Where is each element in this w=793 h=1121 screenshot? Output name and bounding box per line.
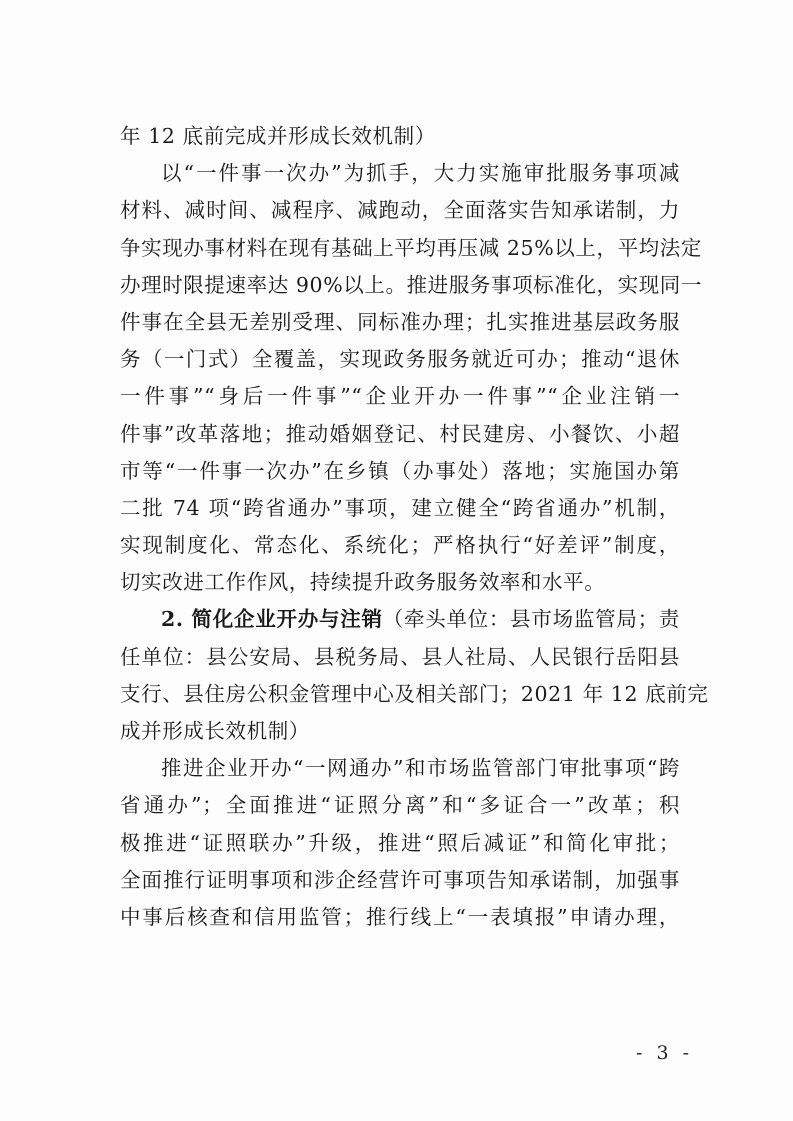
line-text: 材料、减时间、减程序、减跑动，全面落实告知承诺制，力 <box>120 198 680 223</box>
text-line <box>120 601 680 638</box>
line-text: 全面推行证明事项和涉企经营许可事项告知承诺制，加强事 <box>120 867 680 892</box>
body-text <box>120 118 709 936</box>
text-line <box>120 453 680 490</box>
line-text: 以“一件事一次办”为抓手，大力实施审批服务事项减 <box>161 161 680 186</box>
line-text: 任单位：县公安局、县税务局、县人社局、人民银行岳阳县 <box>120 644 680 669</box>
line-text: 务（一门式）全覆盖，实现政务服务就近可办；推动“退休 <box>120 347 680 372</box>
text-line <box>120 155 680 192</box>
line-text: 争实现办事材料在现有基础上平均再压减 25%以上，平均法定 <box>120 235 702 260</box>
line-text: 极推进“证照联办”升级，推进“照后减证”和简化审批； <box>120 830 680 855</box>
text-line <box>120 676 709 713</box>
text-line <box>120 787 680 824</box>
line-text: （牵头单位：县市场监管局；责 <box>382 607 680 632</box>
line-text: 一件事”“身后一件事”“企业开办一件事”“企业注销一 <box>120 384 680 409</box>
line-text: 件事”改革落地；推动婚姻登记、村民建房、小餐饮、小超 <box>120 421 680 446</box>
text-line <box>120 267 702 304</box>
line-text: 支行、县住房公积金管理中心及相关部门；2021 年 12 底前完 <box>120 681 709 706</box>
line-text: 切实改进工作作风，持续提升政务服务效率和水平。 <box>120 570 606 595</box>
line-text: 成并形成长效机制） <box>120 719 310 743</box>
text-line <box>120 192 680 229</box>
text-line <box>120 899 680 936</box>
text-line <box>120 750 680 787</box>
text-line <box>120 862 680 899</box>
line-text: 市等“一件事一次办”在乡镇（办事处）落地；实施国办第 <box>120 458 680 483</box>
line-text: 推进企业开办“一网通办”和市场监管部门审批事项“跨 <box>161 756 680 781</box>
line-text: 件事在全县无差别受理、同标准办理；扎实推进基层政务服 <box>120 309 680 334</box>
line-text: 年 12 底前完成并形成长效机制） <box>120 124 436 148</box>
line-text: 实现制度化、常态化、系统化；严格执行“好差评”制度， <box>120 533 680 558</box>
text-line <box>120 527 680 564</box>
text-line <box>120 304 680 341</box>
line-text: 办理时限提速率达 90%以上。推进服务事项标准化，实现同一 <box>120 272 702 297</box>
line-text: 二批 74 项“跨省通办”事项，建立健全“跨省通办”机制， <box>120 495 680 520</box>
text-line <box>120 713 680 750</box>
text-line <box>120 639 680 676</box>
text-line <box>120 564 680 601</box>
line-text: 省通办”；全面推进“证照分离”和“多证合一”改革；积 <box>120 793 680 818</box>
section-heading: 2. 简化企业开办与注销 <box>161 607 383 632</box>
text-line <box>120 416 680 453</box>
text-line <box>120 490 680 527</box>
text-line <box>120 230 702 267</box>
text-line <box>120 825 680 862</box>
page-number: - 3 - <box>635 1042 693 1064</box>
text-line <box>120 341 680 378</box>
text-line <box>120 118 680 155</box>
line-text: 中事后核查和信用监管；推行线上“一表填报”申请办理， <box>120 904 680 929</box>
text-line <box>120 378 680 415</box>
